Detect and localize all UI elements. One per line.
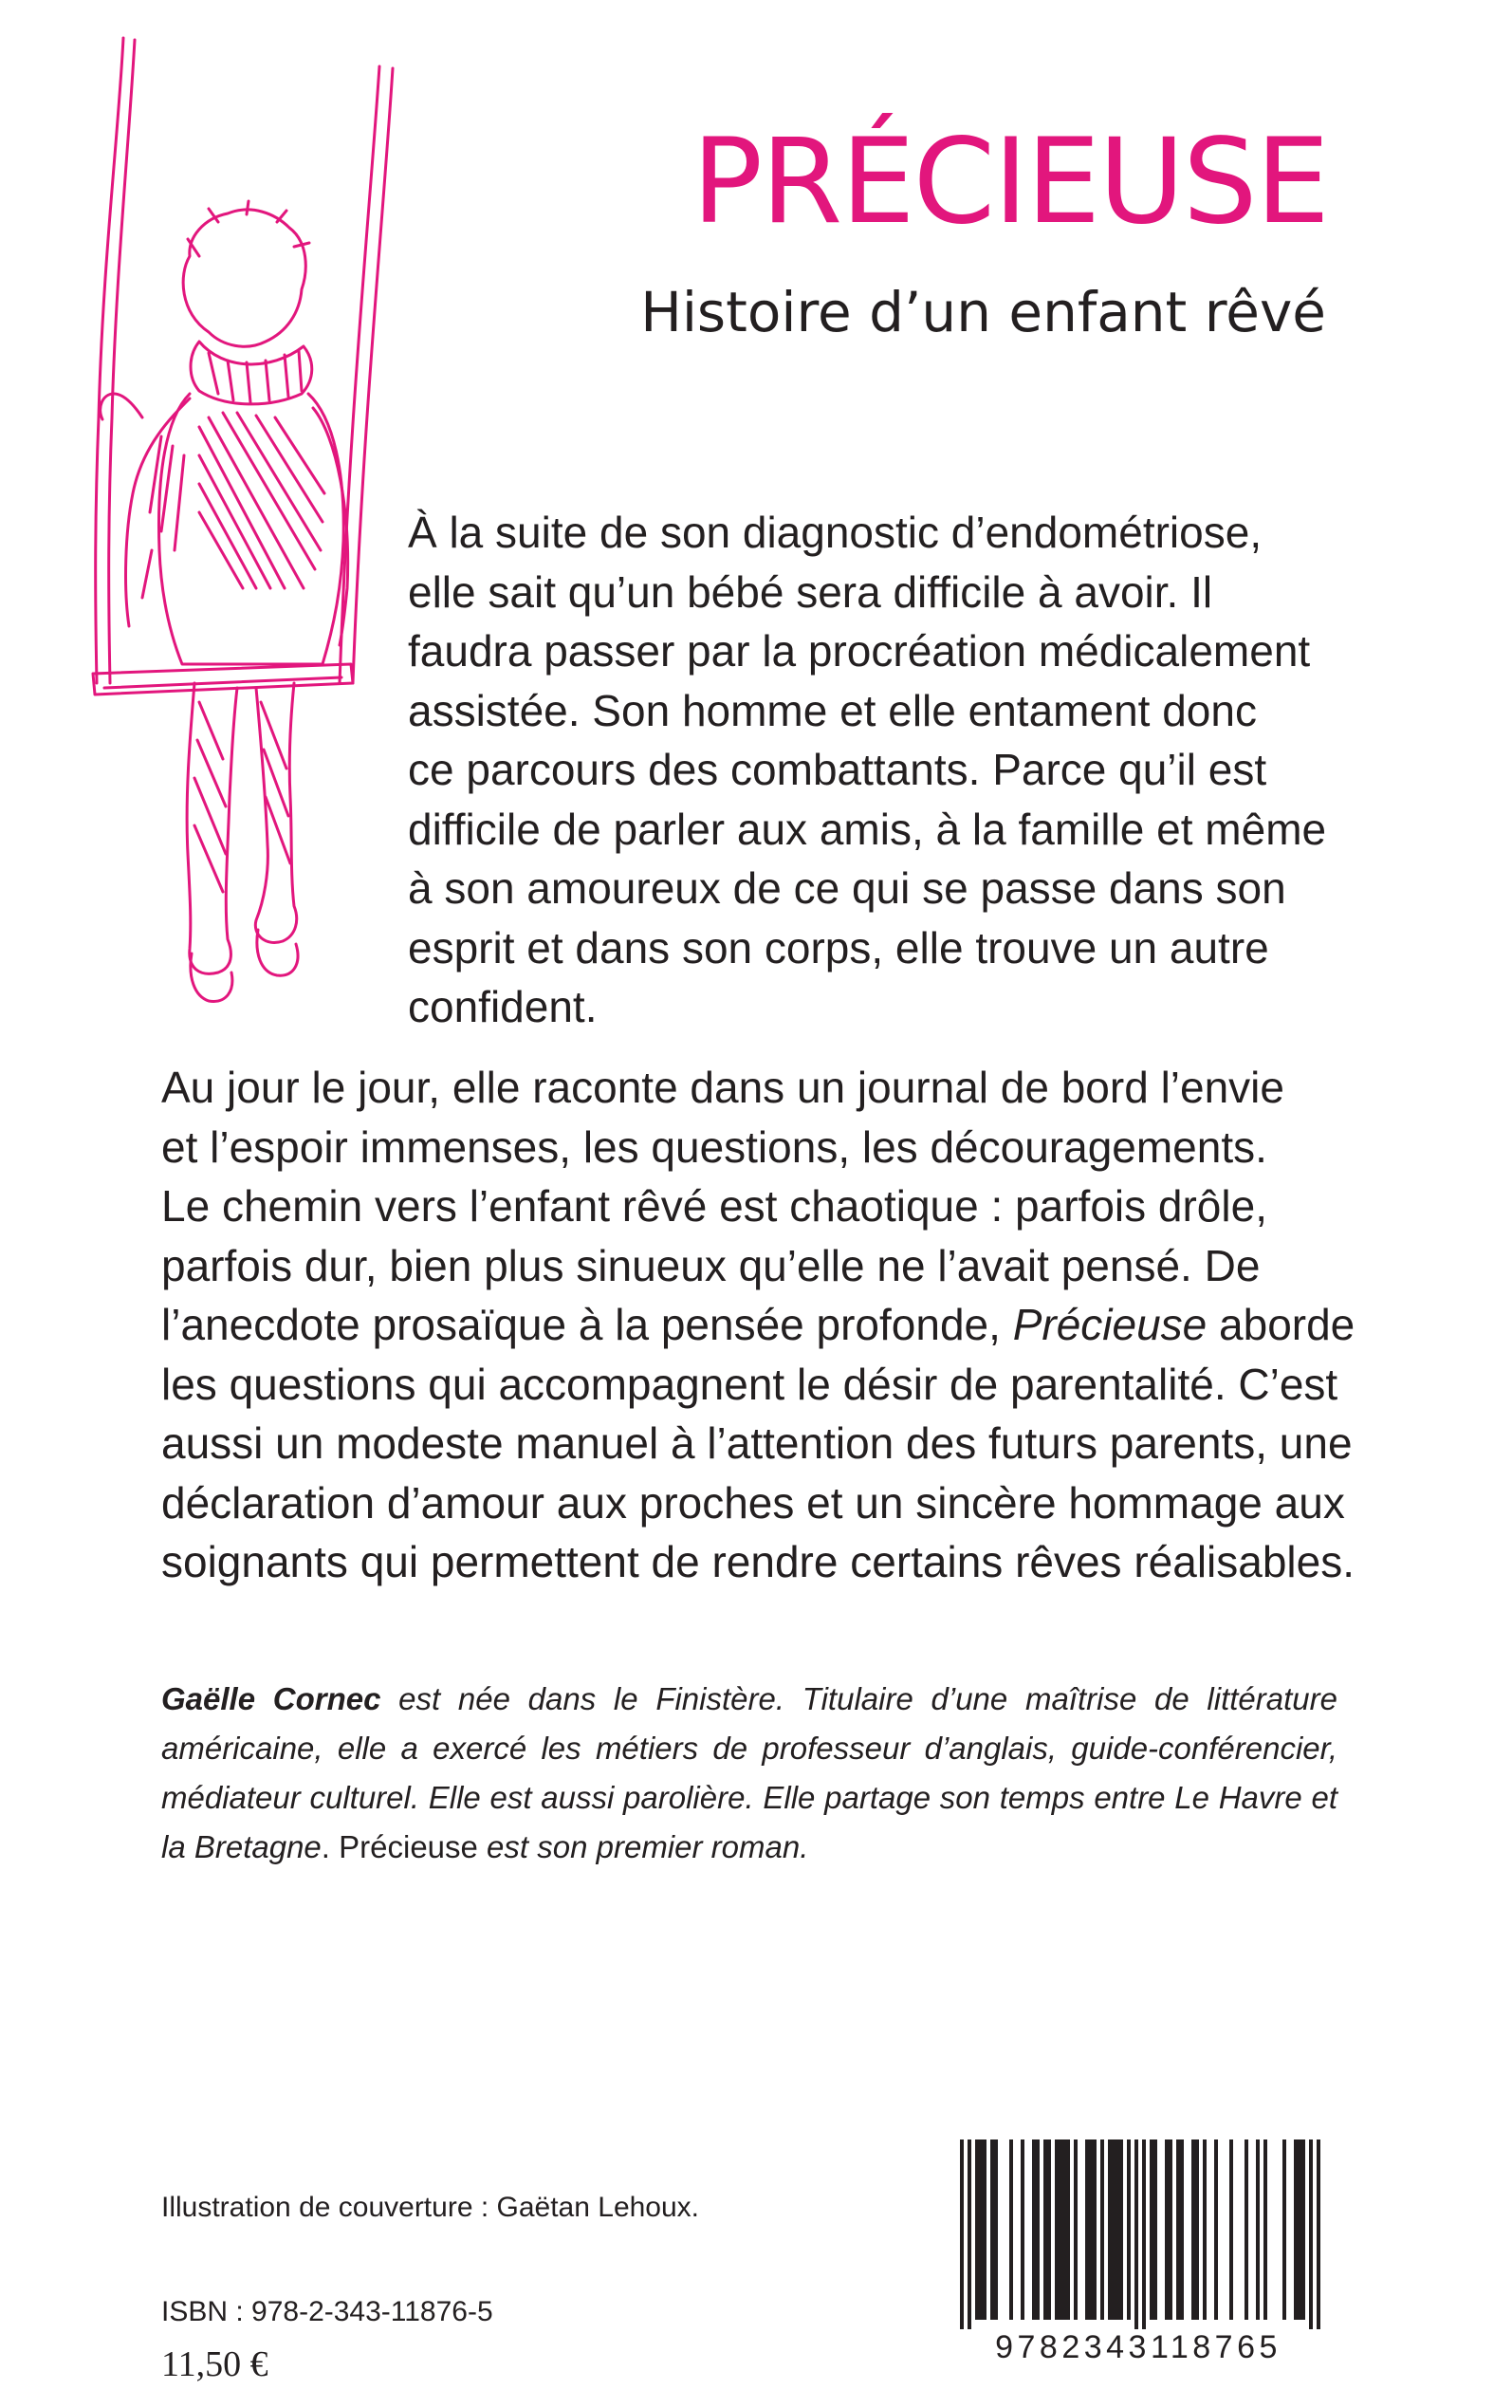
barcode-bar bbox=[1100, 2139, 1104, 2320]
barcode-bar bbox=[1282, 2139, 1286, 2320]
barcode-bar bbox=[1074, 2139, 1078, 2320]
head-outline bbox=[183, 210, 305, 346]
text-line: déclaration d’amour aux proches et un sincère hommage aux bbox=[161, 1477, 1345, 1528]
barcode-bar bbox=[1047, 2139, 1051, 2320]
barcode-bar bbox=[1153, 2139, 1157, 2320]
bio-text: . Précieuse bbox=[321, 1829, 478, 1864]
barcode-bar bbox=[1009, 2139, 1013, 2320]
barcode-bar bbox=[975, 2139, 979, 2320]
text-line: à son amoureux de ce qui se passe dans son bbox=[408, 863, 1286, 913]
text-line: elle sait qu’un bébé sera difficile à avoir. Il bbox=[408, 566, 1213, 617]
barcode-bar bbox=[1112, 2139, 1116, 2320]
barcode-bar bbox=[1180, 2139, 1184, 2320]
barcode-bar bbox=[1142, 2139, 1146, 2329]
text-line: parfois dur, bien plus sinueux qu’elle ne l’avait pensé. De bbox=[161, 1240, 1261, 1290]
barcode-bar bbox=[1256, 2139, 1260, 2320]
barcode-digits: 9782343118765 bbox=[995, 2329, 1282, 2365]
text-fragment: l’anecdote prosaïque à la pensée profonde, bbox=[161, 1300, 1013, 1349]
left-foot bbox=[191, 954, 232, 1001]
text-line: Au jour le jour, elle raconte dans un journal de bord l’envie bbox=[161, 1063, 1284, 1112]
text-line: soignants qui permettent de rendre certains rêves réalisables. bbox=[161, 1537, 1355, 1586]
book-subtitle: Histoire d’un enfant rêvé bbox=[640, 280, 1326, 344]
barcode-bar bbox=[1317, 2139, 1320, 2329]
bio-text: est son premier roman. bbox=[477, 1829, 809, 1864]
barcode-bar bbox=[1119, 2139, 1123, 2320]
synopsis-paragraph-2 bbox=[161, 1058, 1355, 1592]
text-line: les questions qui accompagnent le désir de parentalité. C’est bbox=[161, 1359, 1338, 1409]
text-line: confident. bbox=[408, 982, 598, 1031]
barcode-bar bbox=[1108, 2139, 1112, 2320]
isbn: ISBN : 978-2-343-11876-5 bbox=[161, 2296, 493, 2327]
barcode-bar bbox=[960, 2139, 964, 2329]
barcode-bar bbox=[1176, 2139, 1180, 2320]
barcode-bar bbox=[1032, 2139, 1036, 2320]
hood-outline bbox=[191, 342, 312, 404]
barcode-bar bbox=[1134, 2139, 1138, 2329]
barcode-bar bbox=[990, 2139, 994, 2320]
barcode-bar bbox=[1294, 2139, 1298, 2320]
barcode-bar bbox=[1066, 2139, 1070, 2320]
barcode-bar bbox=[1093, 2139, 1097, 2320]
barcode-bar bbox=[1036, 2139, 1040, 2320]
text-line: esprit et dans son corps, elle trouve un autre bbox=[408, 922, 1269, 972]
barcode-bar bbox=[1263, 2139, 1267, 2320]
barcode-bar bbox=[1059, 2139, 1062, 2320]
synopsis-paragraph-1 bbox=[408, 503, 1342, 1037]
text-line: À la suite de son diagnostic d’endométriose, bbox=[408, 508, 1263, 557]
barcode-bar bbox=[1055, 2139, 1059, 2320]
text-line: assistée. Son homme et elle entament donc bbox=[408, 685, 1257, 735]
barcode-bar bbox=[1085, 2139, 1089, 2320]
barcode-bar bbox=[1165, 2139, 1169, 2320]
book-title: PRÉCIEUSE bbox=[691, 114, 1328, 250]
bio-text: est née dans le Finistère. Titulaire d’une maîtrise de littérature américaine, elle a exercé les métiers de professeur d’anglais, guide-conférencier, médiateur culturel. Elle est aussi parolière. Elle partage son temps entre Le Havre et la Bretagne bbox=[161, 1681, 1337, 1864]
barcode-bar bbox=[1229, 2139, 1233, 2320]
text-line: ce parcours des combattants. Parce qu’il est bbox=[408, 745, 1267, 794]
author-name: Gaëlle Cornec bbox=[161, 1681, 381, 1716]
barcode-bar bbox=[1089, 2139, 1093, 2320]
barcode-bar bbox=[1301, 2139, 1305, 2320]
text-line: difficile de parler aux amis, à la famille et même bbox=[408, 804, 1327, 854]
barcode-bar bbox=[1298, 2139, 1301, 2320]
barcode-bar bbox=[1309, 2139, 1313, 2329]
text-line: faudra passer par la procréation médicalement bbox=[408, 626, 1311, 676]
barcode-bar bbox=[1116, 2139, 1119, 2320]
barcode-bar bbox=[1150, 2139, 1153, 2320]
barcode-bar bbox=[1062, 2139, 1066, 2320]
text-line: Le chemin vers l’enfant rêvé est chaotique : parfois drôle, bbox=[161, 1181, 1267, 1231]
child-on-swing-illustration bbox=[66, 19, 427, 1025]
price: 11,50 € bbox=[161, 2344, 268, 2384]
barcode-bar bbox=[1169, 2139, 1172, 2320]
barcode-bar bbox=[1191, 2139, 1195, 2320]
barcode-bar bbox=[968, 2139, 971, 2329]
barcode-bar bbox=[1195, 2139, 1199, 2320]
barcode-bar bbox=[1043, 2139, 1047, 2320]
right-foot bbox=[257, 930, 298, 975]
barcode-bars bbox=[949, 2139, 1328, 2329]
text-line: et l’espoir immenses, les questions, les découragements. bbox=[161, 1121, 1267, 1172]
illustration-credit: Illustration de couverture : Gaëtan Lehoux. bbox=[161, 2192, 700, 2223]
barcode-bar bbox=[983, 2139, 986, 2320]
barcode-bar bbox=[1203, 2139, 1207, 2320]
left-swing-rope-2 bbox=[109, 40, 135, 683]
text-line: aussi un modeste manuel à l’attention des futurs parents, une bbox=[161, 1418, 1353, 1468]
right-leg bbox=[255, 683, 296, 942]
barcode-bar bbox=[1127, 2139, 1131, 2320]
barcode-bar bbox=[1214, 2139, 1218, 2320]
text-fragment: aborde bbox=[1207, 1300, 1355, 1349]
barcode-bar bbox=[1245, 2139, 1248, 2320]
book-title-italic: Précieuse bbox=[1012, 1300, 1208, 1349]
barcode-bar bbox=[1021, 2139, 1024, 2320]
barcode-bar bbox=[979, 2139, 983, 2320]
barcode-bar bbox=[994, 2139, 998, 2320]
barcode bbox=[949, 2139, 1328, 2375]
author-biography bbox=[161, 1675, 1337, 1872]
text-line bbox=[161, 1295, 1355, 1355]
